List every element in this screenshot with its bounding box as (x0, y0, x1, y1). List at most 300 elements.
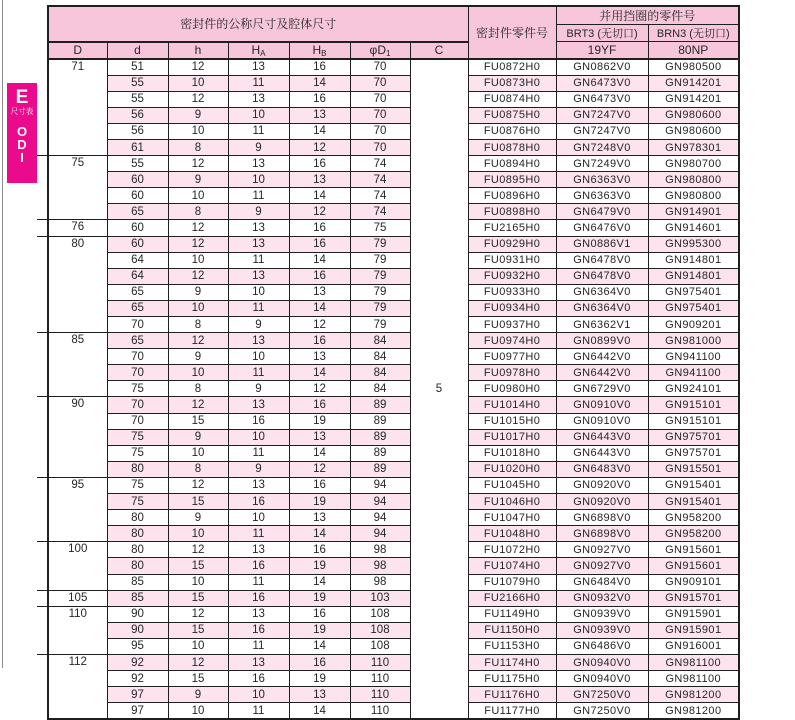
hb-cell: 14 (289, 526, 350, 542)
phid1-cell: 74 (350, 204, 410, 220)
table-row (48, 365, 739, 381)
h-cell: 12 (168, 220, 228, 236)
brt3-part-no-cell: GN6443V0 (556, 445, 648, 461)
phid1-cell: 108 (350, 622, 410, 638)
d-cell: 70 (107, 365, 168, 381)
brn3-part-no-cell: GN909201 (648, 317, 739, 333)
phid1-cell: 103 (350, 590, 410, 606)
seal-part-no-cell: FU1150H0 (468, 622, 556, 638)
d-group-cell: 76 (48, 220, 107, 236)
d-cell: 65 (107, 300, 168, 316)
d-cell: 55 (107, 156, 168, 172)
seal-part-no-cell: FU1015H0 (468, 413, 556, 429)
h-cell: 12 (168, 59, 228, 76)
table-row (48, 654, 739, 670)
ha-cell: 9 (228, 317, 289, 333)
ha-cell: 16 (228, 671, 289, 687)
brt3-part-no-cell: GN0939V0 (556, 606, 648, 622)
h-cell: 9 (168, 510, 228, 526)
hb-cell: 13 (289, 349, 350, 365)
hb-cell: 13 (289, 429, 350, 445)
c-merged-cell: 5 (410, 59, 468, 720)
brt3-part-no-cell: GN0927V0 (556, 542, 648, 558)
table-row (48, 59, 739, 76)
brt3-part-no-cell: GN6473V0 (556, 75, 648, 91)
brn3-part-no-cell: GN958200 (648, 526, 739, 542)
brt3-part-no-cell: GN6442V0 (556, 349, 648, 365)
d-group-cell: 105 (48, 590, 107, 606)
table-row (48, 236, 739, 252)
hb-cell: 14 (289, 703, 350, 720)
h-cell: 10 (168, 638, 228, 654)
hb-cell: 14 (289, 638, 350, 654)
d-cell: 60 (107, 188, 168, 204)
brt3-part-no-cell: GN7247V0 (556, 123, 648, 139)
phid1-cell: 94 (350, 526, 410, 542)
seal-part-no-cell: FU1177H0 (468, 703, 556, 720)
phid1-cell: 98 (350, 574, 410, 590)
table-row (48, 204, 739, 220)
phid1-cell: 70 (350, 91, 410, 107)
hb-cell: 16 (289, 654, 350, 670)
brn3-part-no-cell: GN914901 (648, 204, 739, 220)
brt3-part-no-cell: GN7250V0 (556, 687, 648, 703)
spec-table (47, 5, 740, 720)
d-cell: 80 (107, 510, 168, 526)
h-cell: 12 (168, 477, 228, 493)
h-cell: 12 (168, 333, 228, 349)
col-header-h: h (168, 42, 228, 59)
brt3-part-no-cell: GN0862V0 (556, 59, 648, 76)
d-cell: 70 (107, 413, 168, 429)
col-header-HA: HA (228, 42, 289, 59)
phid1-cell: 79 (350, 268, 410, 284)
ring-title-header: 并用挡圈的零件号 (556, 6, 739, 25)
ha-cell: 10 (228, 284, 289, 300)
hb-cell: 14 (289, 365, 350, 381)
brt3-part-no-cell: GN6473V0 (556, 91, 648, 107)
hb-cell: 16 (289, 59, 350, 76)
brt3-part-no-cell: GN6442V0 (556, 365, 648, 381)
brt3-part-no-cell: GN6898V0 (556, 510, 648, 526)
page-edge-rule (2, 0, 3, 668)
hb-cell: 16 (289, 397, 350, 413)
brn3-part-no-cell: GN915901 (648, 622, 739, 638)
phid1-cell: 74 (350, 156, 410, 172)
brt3-part-no-cell: GN0899V0 (556, 333, 648, 349)
seal-part-no-cell: FU0875H0 (468, 107, 556, 123)
brt3-part-no-cell: GN7247V0 (556, 107, 648, 123)
brn3-part-no-cell: GN915101 (648, 413, 739, 429)
phid1-cell: 94 (350, 477, 410, 493)
h-cell: 10 (168, 300, 228, 316)
d-cell: 70 (107, 397, 168, 413)
seal-part-no-cell: FU1017H0 (468, 429, 556, 445)
ha-cell: 13 (228, 654, 289, 670)
table-row (48, 606, 739, 622)
hb-cell: 16 (289, 220, 350, 236)
table-row (48, 91, 739, 107)
phid1-cell: 84 (350, 365, 410, 381)
brt3-part-no-cell: GN6364V0 (556, 284, 648, 300)
table-row (48, 687, 739, 703)
phid1-cell: 89 (350, 461, 410, 477)
header-row-3 (48, 42, 739, 59)
brn3-part-no-cell: GN975401 (648, 284, 739, 300)
hb-cell: 12 (289, 204, 350, 220)
dims-title-header: 密封件的公称尺寸及腔体尺寸 (48, 6, 468, 42)
phid1-cell: 70 (350, 123, 410, 139)
brt3-part-no-cell: GN0886V1 (556, 236, 648, 252)
d-cell: 65 (107, 333, 168, 349)
h-cell: 12 (168, 397, 228, 413)
phid1-cell: 79 (350, 284, 410, 300)
col-header-C: C (410, 42, 468, 59)
ha-cell: 16 (228, 590, 289, 606)
brt3-part-no-cell: GN6478V0 (556, 252, 648, 268)
table-row (48, 317, 739, 333)
d-cell: 92 (107, 654, 168, 670)
hb-cell: 16 (289, 236, 350, 252)
brn3-part-no-cell: GN958200 (648, 510, 739, 526)
brn3-part-no-cell: GN981200 (648, 687, 739, 703)
ha-cell: 13 (228, 236, 289, 252)
hb-cell: 14 (289, 300, 350, 316)
brn3-part-no-cell: GN915501 (648, 461, 739, 477)
ha-cell: 9 (228, 139, 289, 155)
h-cell: 12 (168, 91, 228, 107)
brt3-part-no-cell: GN0932V0 (556, 590, 648, 606)
table-row (48, 510, 739, 526)
ha-cell: 13 (228, 333, 289, 349)
seal-part-no-cell: FU0933H0 (468, 284, 556, 300)
h-cell: 8 (168, 381, 228, 397)
brt3-part-no-cell: GN6443V0 (556, 429, 648, 445)
phid1-cell: 98 (350, 558, 410, 574)
brn3-part-no-cell: GN915101 (648, 397, 739, 413)
d-cell: 60 (107, 220, 168, 236)
phid1-cell: 108 (350, 638, 410, 654)
table-row (48, 542, 739, 558)
seal-part-no-cell: FU1149H0 (468, 606, 556, 622)
d-cell: 55 (107, 91, 168, 107)
h-cell: 12 (168, 236, 228, 252)
ha-cell: 11 (228, 300, 289, 316)
brn3-col-header: BRN3 (无切口) (648, 25, 739, 42)
hb-cell: 13 (289, 284, 350, 300)
brn3-part-no-cell: GN914801 (648, 268, 739, 284)
brt3-part-no-cell: GN6479V0 (556, 204, 648, 220)
col-header-D: D (48, 42, 107, 59)
ha-cell: 13 (228, 59, 289, 76)
table-row (48, 429, 739, 445)
d-group-cell: 100 (48, 542, 107, 590)
brn3-sub-header: 80NP (648, 42, 739, 59)
brn3-part-no-cell: GN914201 (648, 91, 739, 107)
d-cell: 75 (107, 445, 168, 461)
table-row (48, 413, 739, 429)
ha-cell: 16 (228, 413, 289, 429)
hb-cell: 12 (289, 461, 350, 477)
brn3-part-no-cell: GN980600 (648, 123, 739, 139)
brt3-part-no-cell: GN6362V1 (556, 317, 648, 333)
hb-cell: 12 (289, 139, 350, 155)
h-cell: 9 (168, 172, 228, 188)
d-cell: 51 (107, 59, 168, 76)
brn3-part-no-cell: GN980800 (648, 188, 739, 204)
d-cell: 65 (107, 204, 168, 220)
brt3-part-no-cell: GN0920V0 (556, 477, 648, 493)
d-cell: 56 (107, 107, 168, 123)
seal-part-no-cell: FU0937H0 (468, 317, 556, 333)
brn3-part-no-cell: GN995300 (648, 236, 739, 252)
d-cell: 75 (107, 477, 168, 493)
d-cell: 85 (107, 590, 168, 606)
brn3-part-no-cell: GN981100 (648, 654, 739, 670)
phid1-cell: 110 (350, 654, 410, 670)
d-cell: 92 (107, 671, 168, 687)
hb-cell: 14 (289, 252, 350, 268)
spec-table-body (48, 59, 739, 720)
brn3-part-no-cell: GN914201 (648, 75, 739, 91)
h-cell: 10 (168, 574, 228, 590)
d-cell: 97 (107, 687, 168, 703)
seal-part-no-cell: FU0874H0 (468, 91, 556, 107)
brn3-part-no-cell: GN915601 (648, 558, 739, 574)
seal-part-no-cell: FU0934H0 (468, 300, 556, 316)
ha-cell: 11 (228, 365, 289, 381)
table-row (48, 397, 739, 413)
hb-cell: 14 (289, 188, 350, 204)
phid1-cell: 89 (350, 429, 410, 445)
table-row (48, 268, 739, 284)
col-header-d: d (107, 42, 168, 59)
table-row (48, 107, 739, 123)
brt3-part-no-cell: GN6898V0 (556, 526, 648, 542)
h-cell: 10 (168, 526, 228, 542)
ha-cell: 10 (228, 429, 289, 445)
h-cell: 10 (168, 445, 228, 461)
d-cell: 70 (107, 317, 168, 333)
h-cell: 15 (168, 590, 228, 606)
table-row (48, 123, 739, 139)
d-cell: 90 (107, 606, 168, 622)
phid1-cell: 75 (350, 220, 410, 236)
phid1-cell: 70 (350, 59, 410, 76)
seal-part-no-cell: FU1014H0 (468, 397, 556, 413)
ha-cell: 13 (228, 477, 289, 493)
h-cell: 10 (168, 75, 228, 91)
phid1-cell: 94 (350, 510, 410, 526)
brn3-part-no-cell: GN915401 (648, 477, 739, 493)
h-cell: 10 (168, 123, 228, 139)
h-cell: 9 (168, 429, 228, 445)
h-cell: 15 (168, 558, 228, 574)
col-header-phiD1: φD1 (350, 42, 410, 59)
brt3-part-no-cell: GN0920V0 (556, 494, 648, 510)
table-row (48, 558, 739, 574)
d-cell: 90 (107, 622, 168, 638)
h-cell: 8 (168, 461, 228, 477)
ha-cell: 9 (228, 461, 289, 477)
ha-cell: 11 (228, 123, 289, 139)
table-row (48, 333, 739, 349)
brn3-part-no-cell: GN975401 (648, 300, 739, 316)
brt3-part-no-cell: GN7250V0 (556, 703, 648, 720)
ha-cell: 13 (228, 397, 289, 413)
brn3-part-no-cell: GN981200 (648, 703, 739, 720)
phid1-cell: 84 (350, 349, 410, 365)
brt3-part-no-cell: GN6476V0 (556, 220, 648, 236)
col-header-HB: HB (289, 42, 350, 59)
hb-cell: 14 (289, 75, 350, 91)
brt3-part-no-cell: GN0940V0 (556, 671, 648, 687)
phid1-cell: 79 (350, 317, 410, 333)
brn3-part-no-cell: GN941100 (648, 349, 739, 365)
section-tab-letter: E (15, 87, 29, 108)
h-cell: 15 (168, 413, 228, 429)
hb-cell: 14 (289, 123, 350, 139)
d-cell: 85 (107, 574, 168, 590)
seal-part-no-cell: FU1176H0 (468, 687, 556, 703)
brt3-part-no-cell: GN6729V0 (556, 381, 648, 397)
d-cell: 75 (107, 494, 168, 510)
table-row (48, 590, 739, 606)
seal-part-no-cell: FU0931H0 (468, 252, 556, 268)
part-no-header: 密封件零件号 (468, 6, 556, 59)
brn3-part-no-cell: GN909101 (648, 574, 739, 590)
d-cell: 55 (107, 75, 168, 91)
h-cell: 12 (168, 268, 228, 284)
table-row (48, 284, 739, 300)
h-cell: 9 (168, 687, 228, 703)
brn3-part-no-cell: GN980600 (648, 107, 739, 123)
seal-part-no-cell: FU0974H0 (468, 333, 556, 349)
table-row (48, 671, 739, 687)
table-row (48, 703, 739, 720)
phid1-cell: 79 (350, 236, 410, 252)
d-cell: 80 (107, 558, 168, 574)
seal-part-no-cell: FU0876H0 (468, 123, 556, 139)
brn3-part-no-cell: GN914601 (648, 220, 739, 236)
d-cell: 60 (107, 236, 168, 252)
table-row (48, 300, 739, 316)
brn3-part-no-cell: GN915901 (648, 606, 739, 622)
brn3-part-no-cell: GN924101 (648, 381, 739, 397)
h-cell: 15 (168, 494, 228, 510)
ha-cell: 13 (228, 606, 289, 622)
hb-cell: 16 (289, 156, 350, 172)
seal-part-no-cell: FU1045H0 (468, 477, 556, 493)
h-cell: 12 (168, 654, 228, 670)
hb-cell: 19 (289, 622, 350, 638)
seal-part-no-cell: FU0980H0 (468, 381, 556, 397)
hb-cell: 16 (289, 606, 350, 622)
h-cell: 8 (168, 139, 228, 155)
d-group-cell: 85 (48, 333, 107, 397)
brt3-part-no-cell: GN6478V0 (556, 268, 648, 284)
ha-cell: 9 (228, 204, 289, 220)
h-cell: 10 (168, 188, 228, 204)
section-tab-letter-i: I (20, 150, 24, 165)
brn3-part-no-cell: GN980700 (648, 156, 739, 172)
d-cell: 80 (107, 461, 168, 477)
phid1-cell: 74 (350, 188, 410, 204)
seal-part-no-cell: FU1047H0 (468, 510, 556, 526)
h-cell: 9 (168, 107, 228, 123)
seal-part-no-cell: FU0896H0 (468, 188, 556, 204)
h-cell: 10 (168, 703, 228, 720)
table-row (48, 622, 739, 638)
brn3-part-no-cell: GN915601 (648, 542, 739, 558)
d-cell: 75 (107, 381, 168, 397)
h-cell: 15 (168, 622, 228, 638)
ha-cell: 10 (228, 687, 289, 703)
table-row (48, 349, 739, 365)
h-cell: 12 (168, 156, 228, 172)
brt3-part-no-cell: GN6484V0 (556, 574, 648, 590)
hb-cell: 12 (289, 317, 350, 333)
phid1-cell: 98 (350, 542, 410, 558)
h-cell: 9 (168, 284, 228, 300)
ha-cell: 13 (228, 156, 289, 172)
brt3-part-no-cell: GN0939V0 (556, 622, 648, 638)
seal-part-no-cell: FU0894H0 (468, 156, 556, 172)
seal-part-no-cell: FU1079H0 (468, 574, 556, 590)
seal-part-no-cell: FU0898H0 (468, 204, 556, 220)
d-group-cell: 95 (48, 477, 107, 541)
hb-cell: 14 (289, 445, 350, 461)
phid1-cell: 89 (350, 397, 410, 413)
seal-part-no-cell: FU1175H0 (468, 671, 556, 687)
ha-cell: 10 (228, 349, 289, 365)
hb-cell: 13 (289, 687, 350, 703)
ha-cell: 11 (228, 638, 289, 654)
brt3-part-no-cell: GN0927V0 (556, 558, 648, 574)
hb-cell: 19 (289, 590, 350, 606)
seal-part-no-cell: FU0977H0 (468, 349, 556, 365)
phid1-cell: 89 (350, 413, 410, 429)
table-row (48, 494, 739, 510)
spec-table-wrap (47, 5, 740, 720)
table-row (48, 381, 739, 397)
seal-part-no-cell: FU0932H0 (468, 268, 556, 284)
brt3-part-no-cell: GN7248V0 (556, 139, 648, 155)
hb-cell: 19 (289, 413, 350, 429)
d-group-cell: 75 (48, 156, 107, 220)
hb-cell: 16 (289, 477, 350, 493)
brn3-part-no-cell: GN914801 (648, 252, 739, 268)
d-cell: 80 (107, 542, 168, 558)
table-row (48, 139, 739, 155)
seal-part-no-cell: FU2165H0 (468, 220, 556, 236)
seal-part-no-cell: FU1174H0 (468, 654, 556, 670)
phid1-cell: 84 (350, 381, 410, 397)
brn3-part-no-cell: GN915701 (648, 590, 739, 606)
brn3-part-no-cell: GN980800 (648, 172, 739, 188)
d-cell: 75 (107, 429, 168, 445)
ha-cell: 13 (228, 220, 289, 236)
d-group-cell: 90 (48, 397, 107, 477)
h-cell: 15 (168, 671, 228, 687)
hb-cell: 13 (289, 172, 350, 188)
table-row (48, 156, 739, 172)
hb-cell: 16 (289, 542, 350, 558)
table-row (48, 638, 739, 654)
seal-part-no-cell: FU0878H0 (468, 139, 556, 155)
ha-cell: 11 (228, 252, 289, 268)
brn3-part-no-cell: GN915401 (648, 494, 739, 510)
